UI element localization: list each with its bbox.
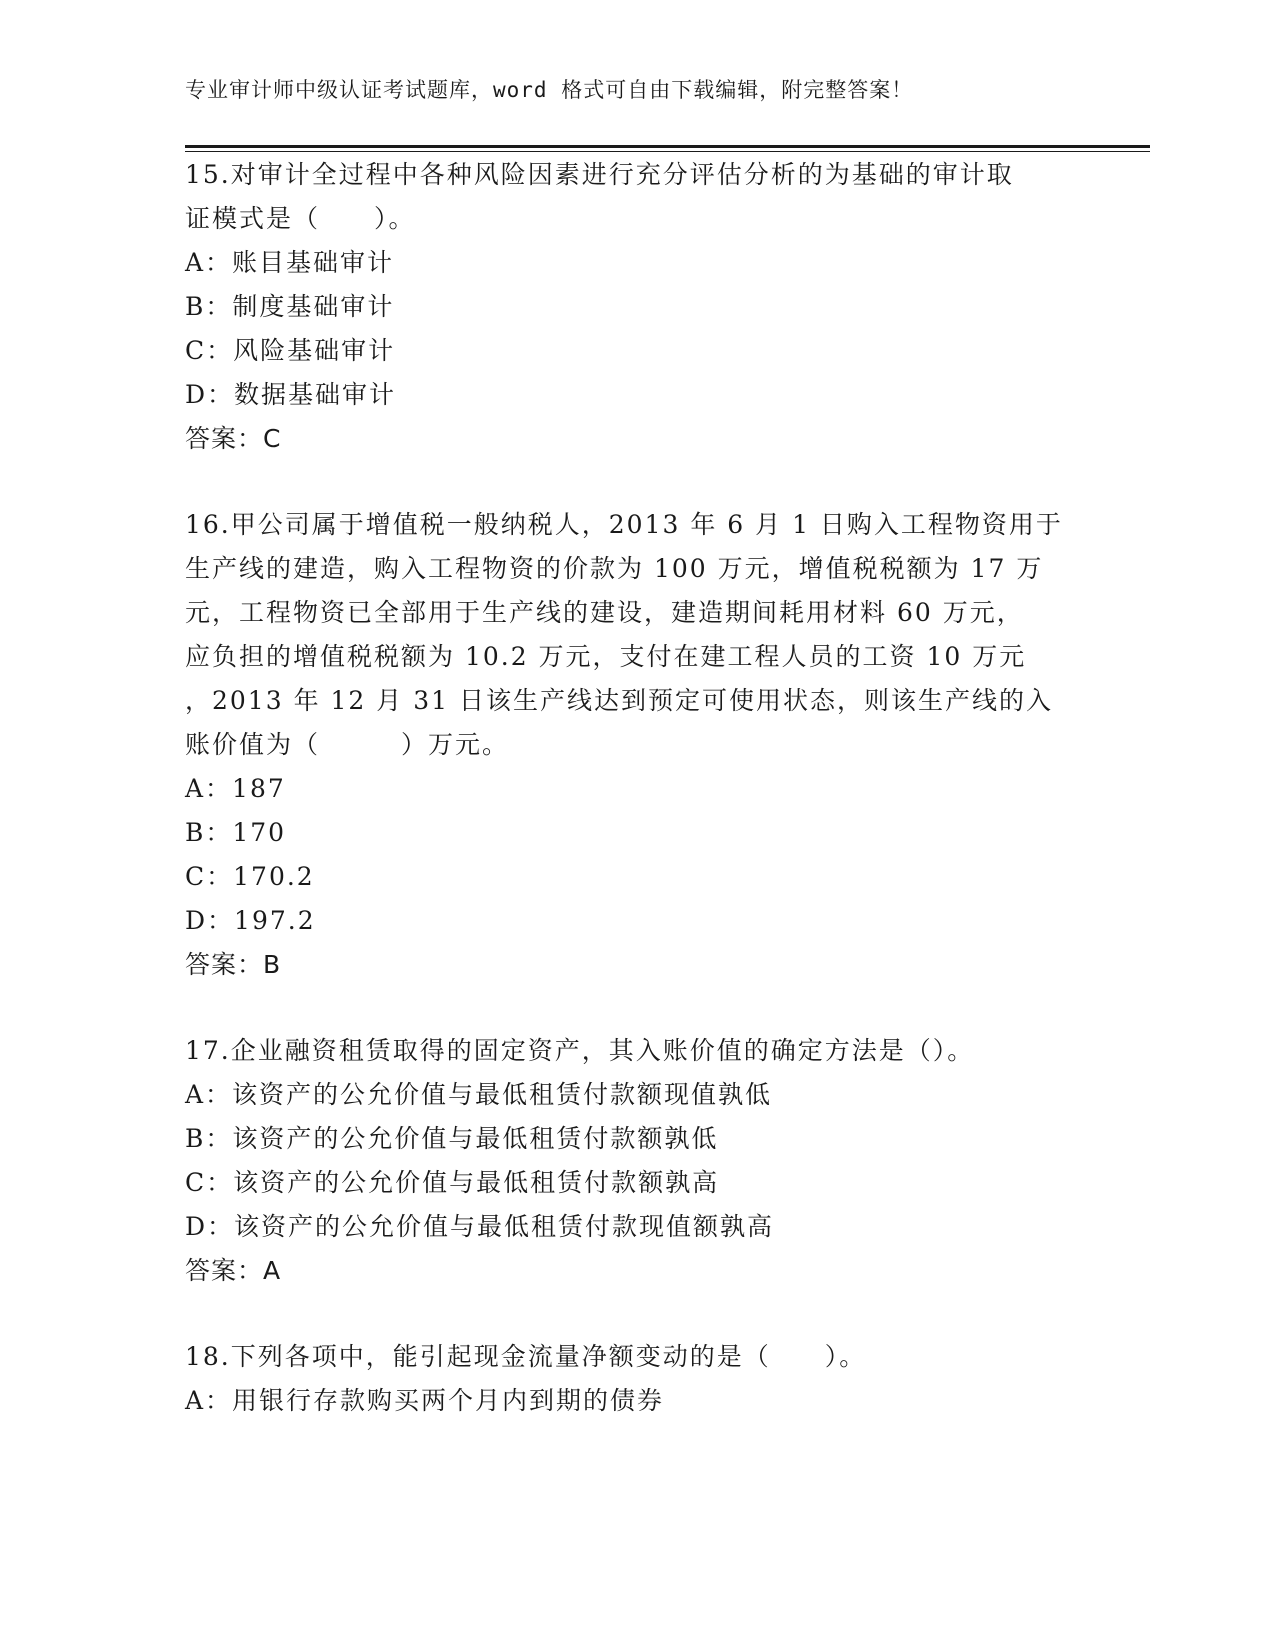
- option-c: C：风险基础审计: [185, 336, 396, 365]
- question-stem-line: 账价值为（ ）万元。: [185, 730, 510, 759]
- question-stem-line: 18.下列各项中，能引起现金流量净额变动的是（ ）。: [185, 1342, 867, 1371]
- question-stem-line: 15.对审计全过程中各种风险因素进行充分评估分析的为基础的审计取: [185, 160, 1014, 189]
- page-header: 专业审计师中级认证考试题库，word 格式可自由下载编辑，附完整答案！: [185, 78, 914, 102]
- question-stem-line: 16.甲公司属于增值税一般纳税人，2013 年 6 月 1 日购入工程物资用于: [185, 510, 1063, 539]
- option-d: D：该资产的公允价值与最低租赁付款现值额孰高: [185, 1212, 775, 1241]
- header-rule-thin: [185, 151, 1150, 152]
- question-stem-line: 17.企业融资租赁取得的固定资产，其入账价值的确定方法是（）。: [185, 1036, 975, 1065]
- question-stem-line: 证模式是（ ）。: [185, 204, 416, 233]
- option-c: C：170.2: [185, 862, 315, 891]
- answer: 答案：C: [185, 424, 282, 453]
- option-a: A：账目基础审计: [185, 248, 395, 277]
- question-stem-line: 应负担的增值税税额为 10.2 万元，支付在建工程人员的工资 10 万元: [185, 642, 1027, 671]
- option-a: A：187: [185, 774, 286, 803]
- question-stem-line: ，2013 年 12 月 31 日该生产线达到预定可使用状态，则该生产线的入: [185, 686, 1053, 715]
- option-b: B：制度基础审计: [185, 292, 395, 321]
- question-stem-line: 元，工程物资已全部用于生产线的建设，建造期间耗用材料 60 万元，: [185, 598, 1024, 627]
- option-a: A：用银行存款购买两个月内到期的债券: [185, 1386, 665, 1415]
- option-d: D：197.2: [185, 906, 316, 935]
- question-stem-line: 生产线的建造，购入工程物资的价款为 100 万元，增值税税额为 17 万: [185, 554, 1044, 583]
- option-c: C：该资产的公允价值与最低租赁付款额孰高: [185, 1168, 720, 1197]
- answer: 答案：B: [185, 950, 282, 979]
- option-b: B：该资产的公允价值与最低租赁付款额孰低: [185, 1124, 719, 1153]
- answer: 答案：A: [185, 1256, 282, 1285]
- option-a: A：该资产的公允价值与最低租赁付款额现值孰低: [185, 1080, 773, 1109]
- header-rule-thick: [185, 145, 1150, 148]
- option-d: D：数据基础审计: [185, 380, 397, 409]
- option-b: B：170: [185, 818, 287, 847]
